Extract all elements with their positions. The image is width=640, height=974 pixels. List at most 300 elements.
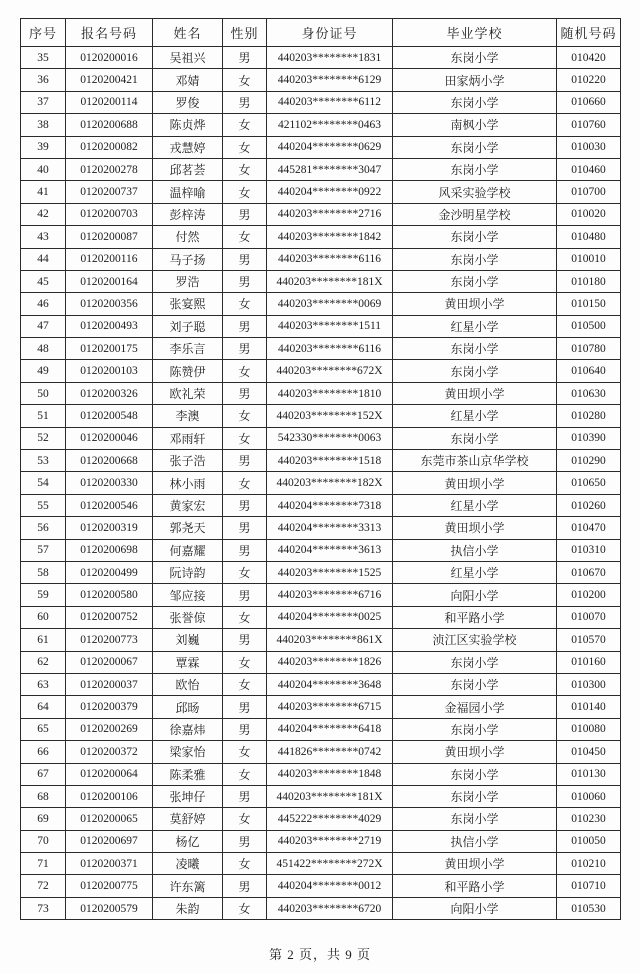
cell-id-number: 440203********6116 [267,338,393,360]
cell-serial: 50 [21,382,66,404]
cell-id-number: 440203********672X [267,360,393,382]
cell-serial: 51 [21,405,66,427]
col-name: 姓名 [153,19,223,47]
cell-random-number: 010200 [557,584,621,606]
cell-gender: 女 [223,360,267,382]
cell-gender: 男 [223,830,267,852]
cell-serial: 57 [21,539,66,561]
cell-gender: 男 [223,696,267,718]
cell-serial: 70 [21,830,66,852]
cell-gender: 男 [223,785,267,807]
cell-graduation-school: 东岗小学 [393,47,557,69]
cell-random-number: 010530 [557,897,621,919]
cell-id-number: 440203********6129 [267,69,393,91]
table-row [21,226,621,248]
table-row [21,427,621,449]
cell-id-number: 440203********6716 [267,584,393,606]
cell-id-number: 440203********1511 [267,315,393,337]
cell-graduation-school: 金沙明星学校 [393,203,557,225]
cell-id-number: 445222********4029 [267,808,393,830]
cell-id-number: 440203********6116 [267,248,393,270]
cell-graduation-school: 红星小学 [393,561,557,583]
cell-graduation-school: 东岗小学 [393,763,557,785]
cell-registration-number: 0120200372 [66,741,153,763]
cell-graduation-school: 和平路小学 [393,606,557,628]
cell-serial: 53 [21,450,66,472]
cell-random-number: 010030 [557,136,621,158]
table-row [21,315,621,337]
cell-gender: 男 [223,47,267,69]
cell-id-number: 440203********2716 [267,203,393,225]
cell-id-number: 440203********6720 [267,897,393,919]
table-row [21,158,621,180]
cell-id-number: 440203********6715 [267,696,393,718]
cell-registration-number: 0120200499 [66,561,153,583]
cell-name: 彭梓涛 [153,203,223,225]
cell-name: 张子浩 [153,450,223,472]
cell-registration-number: 0120200330 [66,472,153,494]
cell-id-number: 440203********6112 [267,91,393,113]
table-row [21,472,621,494]
cell-random-number: 010060 [557,785,621,807]
cell-random-number: 010640 [557,360,621,382]
cell-random-number: 010480 [557,226,621,248]
cell-gender: 男 [223,450,267,472]
cell-gender: 女 [223,651,267,673]
cell-random-number: 010300 [557,673,621,695]
cell-serial: 43 [21,226,66,248]
cell-random-number: 010700 [557,181,621,203]
cell-gender: 男 [223,270,267,292]
cell-serial: 35 [21,47,66,69]
cell-random-number: 010160 [557,651,621,673]
cell-gender: 男 [223,875,267,897]
cell-graduation-school: 黄田坝小学 [393,293,557,315]
cell-name: 凌曦 [153,853,223,875]
cell-graduation-school: 黄田坝小学 [393,517,557,539]
cell-gender: 男 [223,584,267,606]
table-row [21,651,621,673]
cell-id-number: 440203********152X [267,405,393,427]
cell-name: 陈赞伊 [153,360,223,382]
cell-serial: 45 [21,270,66,292]
cell-name: 林小雨 [153,472,223,494]
cell-graduation-school: 向阳小学 [393,584,557,606]
cell-gender: 男 [223,517,267,539]
cell-registration-number: 0120200697 [66,830,153,852]
cell-gender: 女 [223,561,267,583]
table-row [21,539,621,561]
cell-serial: 54 [21,472,66,494]
cell-name: 邓婧 [153,69,223,91]
cell-registration-number: 0120200116 [66,248,153,270]
cell-random-number: 010070 [557,606,621,628]
cell-graduation-school: 东岗小学 [393,248,557,270]
cell-graduation-school: 东岗小学 [393,91,557,113]
cell-name: 覃霖 [153,651,223,673]
cell-graduation-school: 东岗小学 [393,136,557,158]
cell-serial: 42 [21,203,66,225]
cell-gender: 男 [223,718,267,740]
cell-registration-number: 0120200668 [66,450,153,472]
cell-random-number: 010180 [557,270,621,292]
table-row [21,673,621,695]
cell-gender: 男 [223,338,267,360]
cell-name: 邹应接 [153,584,223,606]
cell-registration-number: 0120200016 [66,47,153,69]
cell-id-number: 440204********0922 [267,181,393,203]
cell-gender: 男 [223,248,267,270]
cell-random-number: 010460 [557,158,621,180]
cell-name: 李澳 [153,405,223,427]
cell-graduation-school: 东岗小学 [393,808,557,830]
cell-gender: 女 [223,114,267,136]
cell-id-number: 440203********1831 [267,47,393,69]
cell-serial: 39 [21,136,66,158]
cell-name: 张誉倞 [153,606,223,628]
cell-gender: 女 [223,136,267,158]
cell-serial: 38 [21,114,66,136]
cell-id-number: 440203********1810 [267,382,393,404]
cell-random-number: 010260 [557,494,621,516]
table-row [21,718,621,740]
cell-random-number: 010150 [557,293,621,315]
cell-random-number: 010450 [557,741,621,763]
cell-graduation-school: 东莞市茶山京华学校 [393,450,557,472]
cell-gender: 女 [223,405,267,427]
cell-registration-number: 0120200775 [66,875,153,897]
cell-gender: 男 [223,539,267,561]
cell-random-number: 010140 [557,696,621,718]
table-row [21,830,621,852]
cell-serial: 67 [21,763,66,785]
cell-gender: 女 [223,853,267,875]
cell-gender: 女 [223,808,267,830]
col-random-number: 随机号码 [557,19,621,47]
cell-gender: 女 [223,427,267,449]
cell-name: 罗浩 [153,270,223,292]
cell-registration-number: 0120200737 [66,181,153,203]
cell-registration-number: 0120200175 [66,338,153,360]
table-row [21,293,621,315]
cell-serial: 36 [21,69,66,91]
cell-serial: 65 [21,718,66,740]
cell-graduation-school: 风采实验学校 [393,181,557,203]
cell-registration-number: 0120200421 [66,69,153,91]
table-row [21,897,621,919]
cell-gender: 男 [223,91,267,113]
cell-name: 罗俊 [153,91,223,113]
cell-serial: 56 [21,517,66,539]
cell-serial: 58 [21,561,66,583]
cell-gender: 女 [223,673,267,695]
cell-random-number: 010020 [557,203,621,225]
cell-registration-number: 0120200698 [66,539,153,561]
cell-random-number: 010570 [557,629,621,651]
cell-name: 杨亿 [153,830,223,852]
cell-gender: 女 [223,181,267,203]
cell-name: 许东篱 [153,875,223,897]
cell-id-number: 440203********1525 [267,561,393,583]
cell-name: 马子扬 [153,248,223,270]
col-serial: 序号 [21,19,66,47]
cell-serial: 59 [21,584,66,606]
table-row [21,47,621,69]
col-registration-number: 报名号码 [66,19,153,47]
cell-registration-number: 0120200371 [66,853,153,875]
cell-graduation-school: 东岗小学 [393,718,557,740]
cell-id-number: 440203********181X [267,785,393,807]
cell-graduation-school: 金福园小学 [393,696,557,718]
cell-id-number: 440203********0069 [267,293,393,315]
table-row [21,405,621,427]
cell-random-number: 010390 [557,427,621,449]
cell-random-number: 010630 [557,382,621,404]
cell-graduation-school: 东岗小学 [393,785,557,807]
cell-name: 欧礼荣 [153,382,223,404]
cell-random-number: 010230 [557,808,621,830]
cell-registration-number: 0120200579 [66,897,153,919]
cell-registration-number: 0120200379 [66,696,153,718]
cell-name: 郭尧天 [153,517,223,539]
cell-random-number: 010050 [557,830,621,852]
cell-serial: 46 [21,293,66,315]
cell-serial: 49 [21,360,66,382]
table-row [21,360,621,382]
student-roster-table [20,18,621,920]
cell-graduation-school: 东岗小学 [393,427,557,449]
cell-registration-number: 0120200082 [66,136,153,158]
table-row [21,785,621,807]
cell-graduation-school: 黄田坝小学 [393,472,557,494]
cell-id-number: 542330********0063 [267,427,393,449]
cell-id-number: 440203********1848 [267,763,393,785]
cell-registration-number: 0120200269 [66,718,153,740]
cell-graduation-school: 东岗小学 [393,651,557,673]
table-row [21,69,621,91]
cell-registration-number: 0120200114 [66,91,153,113]
cell-random-number: 010780 [557,338,621,360]
cell-registration-number: 0120200103 [66,360,153,382]
cell-graduation-school: 向阳小学 [393,897,557,919]
cell-name: 徐嘉炜 [153,718,223,740]
cell-gender: 女 [223,293,267,315]
cell-random-number: 010280 [557,405,621,427]
cell-id-number: 451422********272X [267,853,393,875]
cell-random-number: 010130 [557,763,621,785]
cell-registration-number: 0120200493 [66,315,153,337]
table-row [21,450,621,472]
cell-name: 欧怡 [153,673,223,695]
cell-gender: 男 [223,315,267,337]
cell-id-number: 440203********1826 [267,651,393,673]
cell-name: 温梓喻 [153,181,223,203]
cell-serial: 48 [21,338,66,360]
cell-id-number: 440204********6418 [267,718,393,740]
cell-graduation-school: 东岗小学 [393,360,557,382]
cell-name: 朱韵 [153,897,223,919]
cell-id-number: 440204********7318 [267,494,393,516]
cell-serial: 69 [21,808,66,830]
cell-graduation-school: 红星小学 [393,405,557,427]
table-row [21,561,621,583]
cell-id-number: 440203********861X [267,629,393,651]
cell-graduation-school: 浈江区实验学校 [393,629,557,651]
cell-gender: 女 [223,897,267,919]
cell-id-number: 440203********182X [267,472,393,494]
table-row [21,248,621,270]
cell-graduation-school: 田家炳小学 [393,69,557,91]
cell-random-number: 010650 [557,472,621,494]
cell-id-number: 440204********0025 [267,606,393,628]
cell-serial: 72 [21,875,66,897]
cell-id-number: 421102********0463 [267,114,393,136]
cell-id-number: 441826********0742 [267,741,393,763]
cell-random-number: 010500 [557,315,621,337]
table-row [21,629,621,651]
cell-serial: 68 [21,785,66,807]
cell-graduation-school: 东岗小学 [393,338,557,360]
table-body [21,47,621,920]
table-row [21,494,621,516]
cell-registration-number: 0120200064 [66,763,153,785]
cell-name: 邱旸 [153,696,223,718]
cell-random-number: 010290 [557,450,621,472]
table-row [21,136,621,158]
cell-gender: 女 [223,763,267,785]
cell-id-number: 440204********3313 [267,517,393,539]
table-row [21,808,621,830]
cell-name: 李乐言 [153,338,223,360]
cell-registration-number: 0120200106 [66,785,153,807]
cell-gender: 女 [223,158,267,180]
cell-graduation-school: 南枫小学 [393,114,557,136]
cell-serial: 73 [21,897,66,919]
cell-serial: 47 [21,315,66,337]
table-row [21,763,621,785]
col-id-number: 身份证号 [267,19,393,47]
col-graduation-school: 毕业学校 [393,19,557,47]
table-row [21,696,621,718]
cell-graduation-school: 红星小学 [393,315,557,337]
cell-name: 陈贞烨 [153,114,223,136]
cell-serial: 37 [21,91,66,113]
cell-serial: 40 [21,158,66,180]
cell-serial: 63 [21,673,66,695]
table-header-row [21,19,621,47]
cell-name: 张宴熙 [153,293,223,315]
table-row [21,606,621,628]
page-number-footer: 第 2 页，共 9 页 [268,947,371,962]
table-row [21,517,621,539]
cell-graduation-school: 黄田坝小学 [393,741,557,763]
cell-name: 莫舒婷 [153,808,223,830]
cell-registration-number: 0120200356 [66,293,153,315]
table-row [21,114,621,136]
cell-name: 刘巍 [153,629,223,651]
table-row [21,875,621,897]
cell-id-number: 440204********3648 [267,673,393,695]
cell-registration-number: 0120200688 [66,114,153,136]
cell-name: 何嘉耀 [153,539,223,561]
cell-id-number: 440203********2719 [267,830,393,852]
cell-gender: 男 [223,382,267,404]
table-row [21,270,621,292]
table-row [21,853,621,875]
cell-gender: 女 [223,472,267,494]
cell-registration-number: 0120200087 [66,226,153,248]
cell-id-number: 445281********3047 [267,158,393,180]
cell-registration-number: 0120200065 [66,808,153,830]
cell-serial: 62 [21,651,66,673]
cell-gender: 男 [223,203,267,225]
cell-name: 梁家怡 [153,741,223,763]
cell-registration-number: 0120200773 [66,629,153,651]
cell-registration-number: 0120200067 [66,651,153,673]
cell-serial: 55 [21,494,66,516]
cell-gender: 女 [223,741,267,763]
cell-random-number: 010760 [557,114,621,136]
cell-id-number: 440204********3613 [267,539,393,561]
table-row [21,338,621,360]
cell-serial: 60 [21,606,66,628]
cell-name: 戎慧婷 [153,136,223,158]
cell-id-number: 440204********0629 [267,136,393,158]
cell-registration-number: 0120200037 [66,673,153,695]
cell-registration-number: 0120200326 [66,382,153,404]
cell-random-number: 010310 [557,539,621,561]
cell-gender: 女 [223,69,267,91]
cell-random-number: 010420 [557,47,621,69]
table-row [21,741,621,763]
cell-id-number: 440204********0012 [267,875,393,897]
cell-graduation-school: 东岗小学 [393,158,557,180]
cell-id-number: 440203********1518 [267,450,393,472]
cell-name: 付然 [153,226,223,248]
cell-random-number: 010080 [557,718,621,740]
cell-random-number: 010010 [557,248,621,270]
cell-random-number: 010710 [557,875,621,897]
cell-graduation-school: 东岗小学 [393,673,557,695]
table-row [21,382,621,404]
col-gender: 性别 [223,19,267,47]
cell-serial: 66 [21,741,66,763]
cell-name: 邓雨轩 [153,427,223,449]
cell-gender: 男 [223,494,267,516]
cell-serial: 52 [21,427,66,449]
cell-name: 黄家宏 [153,494,223,516]
cell-random-number: 010210 [557,853,621,875]
cell-registration-number: 0120200546 [66,494,153,516]
cell-gender: 男 [223,629,267,651]
cell-random-number: 010660 [557,91,621,113]
cell-serial: 71 [21,853,66,875]
cell-random-number: 010470 [557,517,621,539]
cell-name: 刘子聪 [153,315,223,337]
cell-serial: 44 [21,248,66,270]
cell-name: 吴祖兴 [153,47,223,69]
cell-random-number: 010670 [557,561,621,583]
cell-registration-number: 0120200278 [66,158,153,180]
cell-registration-number: 0120200319 [66,517,153,539]
cell-serial: 41 [21,181,66,203]
cell-gender: 女 [223,606,267,628]
cell-registration-number: 0120200548 [66,405,153,427]
cell-graduation-school: 执信小学 [393,539,557,561]
cell-name: 陈柔雅 [153,763,223,785]
cell-graduation-school: 和平路小学 [393,875,557,897]
table-row [21,91,621,113]
